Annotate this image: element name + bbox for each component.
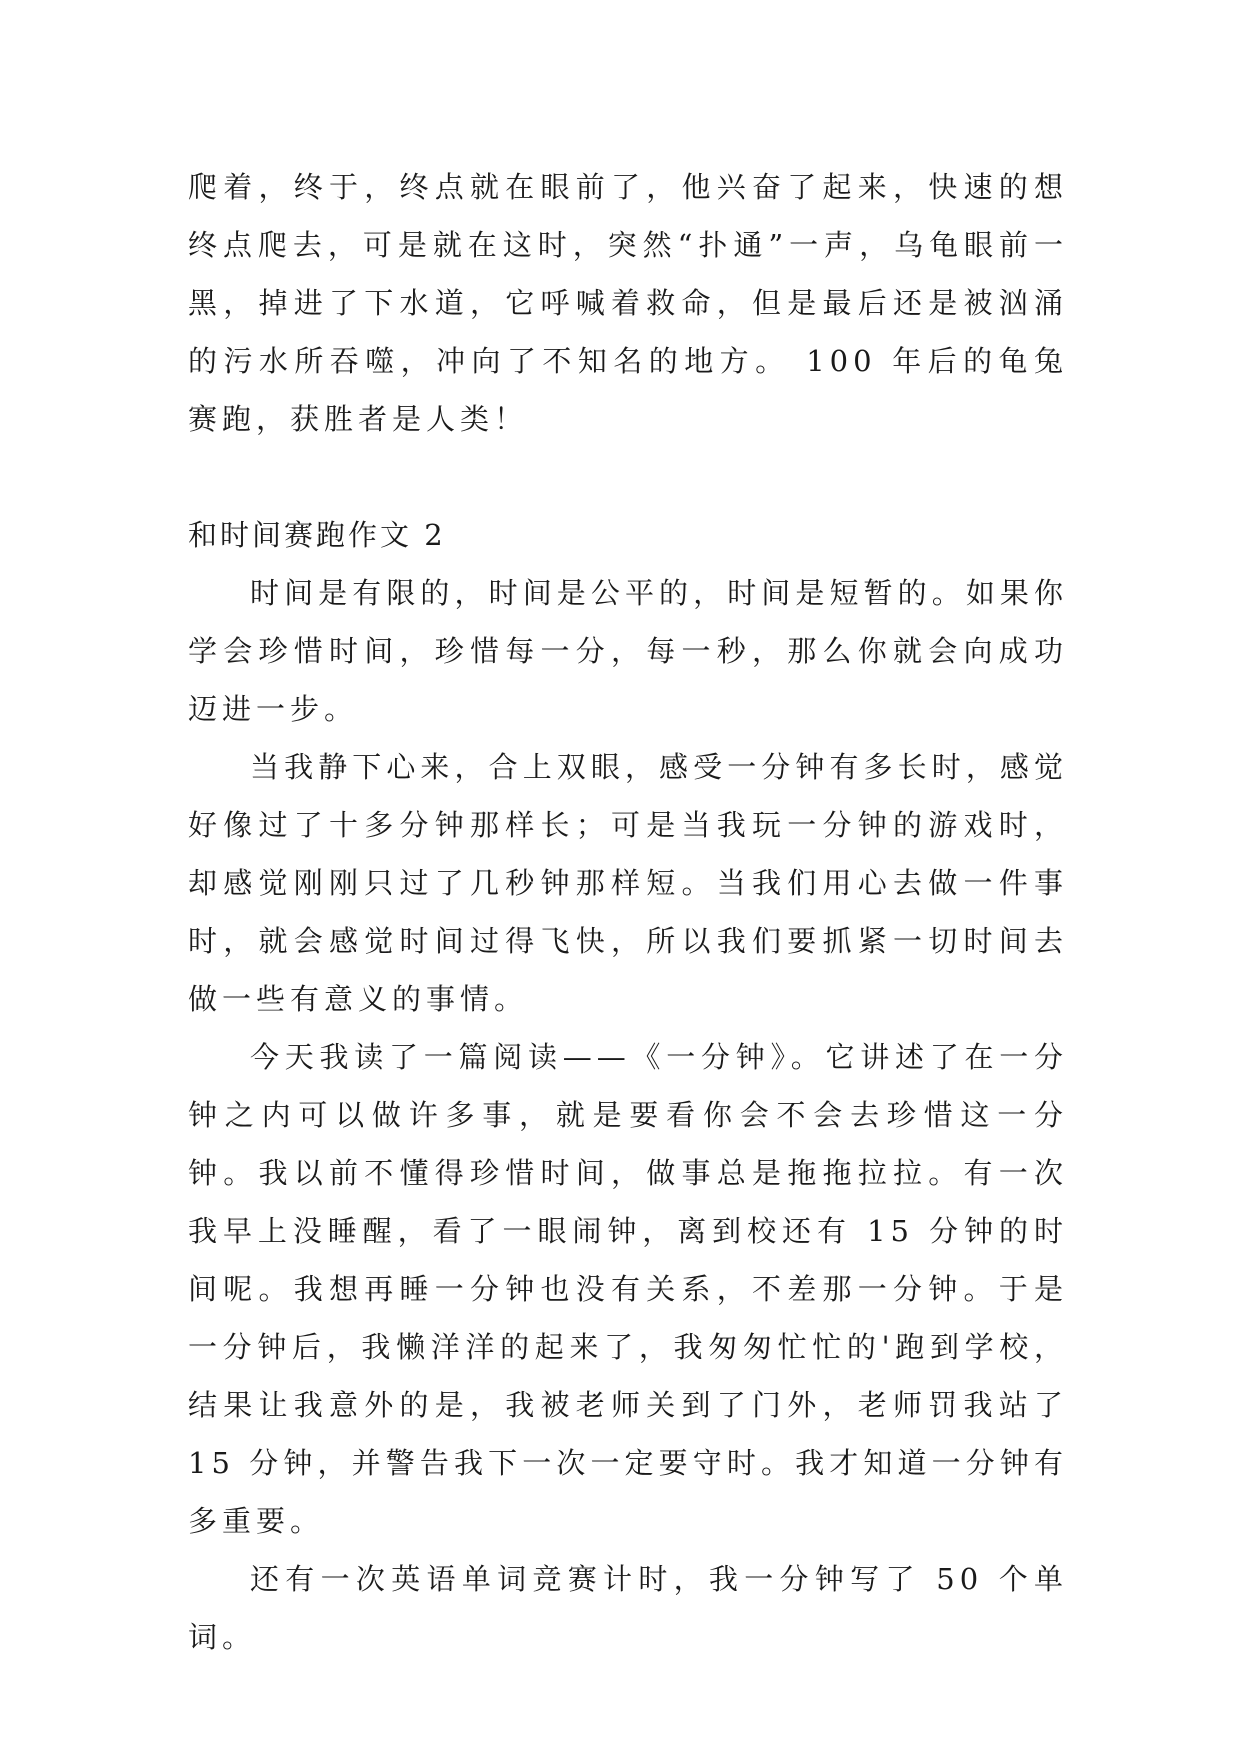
- paragraph-4: 还有一次英语单词竞赛计时，我一分钟写了 50 个单词。: [188, 1562, 1068, 1654]
- essay-heading: 和时间赛跑作文 2: [188, 518, 446, 552]
- continued-paragraph: 爬着，终于，终点就在眼前了，他兴奋了起来，快速的想终点爬去，可是就在这时，突然“扑通”一声，乌龟眼前一黑，掉进了下水道，它呼喊着救命，但是最后还是被汹涌的污水所吞噬，冲向了不知名的地方。 100 年后的龟兔赛跑，获胜者是人类！: [188, 170, 1068, 436]
- document-body: [188, 158, 1068, 1666]
- paragraph-1: 时间是有限的，时间是公平的，时间是短暂的。如果你学会珍惜时间，珍惜每一分，每一秒，那么你就会向成功迈进一步。: [188, 576, 1068, 726]
- paragraph-3: 今天我读了一篇阅读——《一分钟》。它讲述了在一分钟之内可以做许多事，就是要看你会不会去珍惜这一分钟。我以前不懂得珍惜时间，做事总是拖拖拉拉。有一次我早上没睡醒，看了一眼闹钟，离到校还有 15 分钟的时间呢。我想再睡一分钟也没有关系，不差那一分钟。于是一分钟后，我懒洋洋的起来了，我匆匆忙忙的'跑到学校，结果让我意外的是，我被老师关到了门外，老师罚我站了 15 分钟，并警告我下一次一定要守时。我才知道一分钟有多重要。: [188, 1040, 1068, 1538]
- paragraph-2: 当我静下心来，合上双眼，感受一分钟有多长时，感觉好像过了十多分钟那样长；可是当我玩一分钟的游戏时，却感觉刚刚只过了几秒钟那样短。当我们用心去做一件事时，就会感觉时间过得飞快，所以我们要抓紧一切时间去做一些有意义的事情。: [188, 750, 1068, 1016]
